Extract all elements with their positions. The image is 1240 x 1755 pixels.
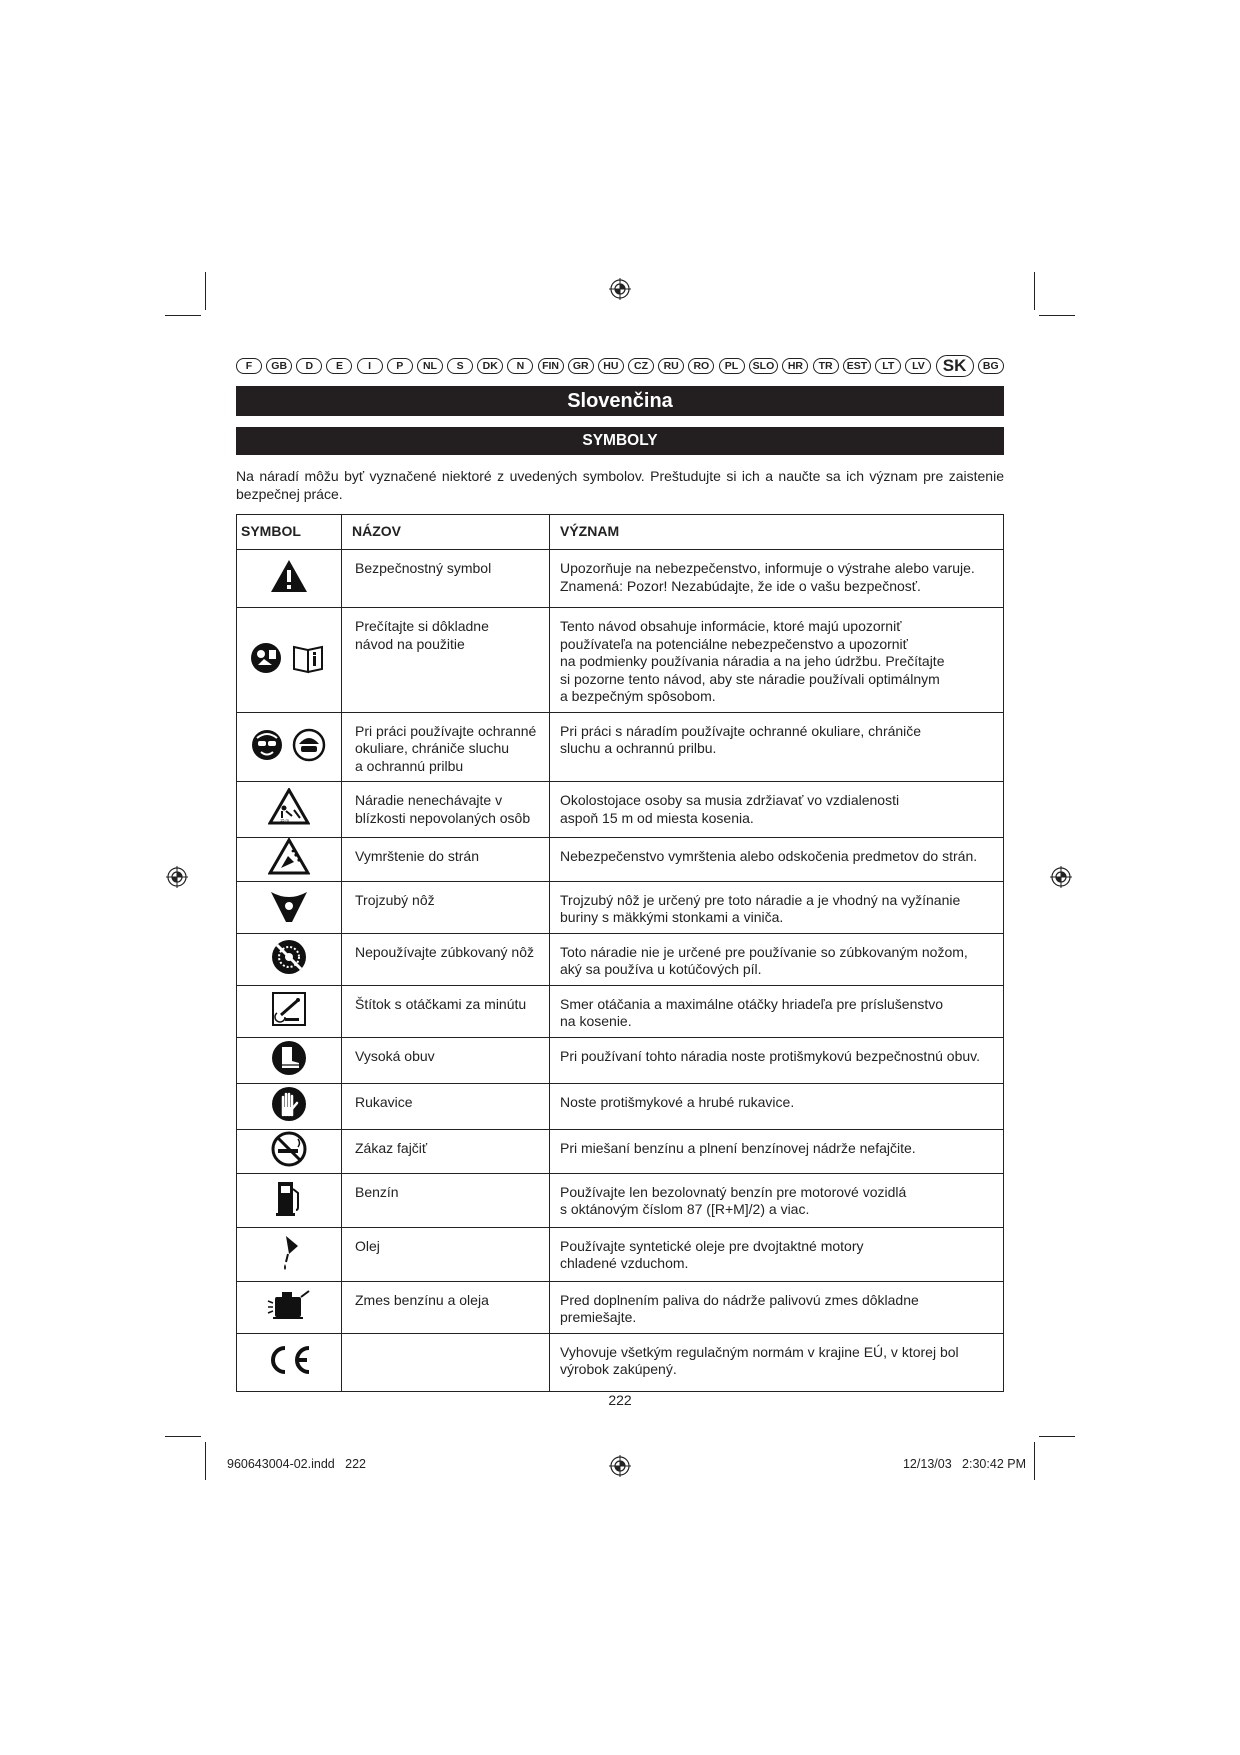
symbol-cell [237,838,342,882]
registration-mark-icon [166,866,188,888]
registration-mark-icon [1050,866,1072,888]
table-row [237,782,1004,838]
symbol-meaning: Pri používaní tohto náradia noste protišmykovú bezpečnostnú obuv. [550,1037,1004,1083]
page-title: Slovenčina [236,386,1004,416]
language-pill-lv: LV [905,358,931,374]
language-pill-p: P [387,358,413,374]
thrown-objects-icon [268,838,310,881]
crop-mark [205,272,206,310]
symbol-meaning: Vyhovuje všetkým regulačným normám v krajine EÚ, v ktorej bol výrobok zakúpený. [550,1333,1004,1391]
footer-timestamp: 12/13/03 2:30:42 PM [902,1457,1026,1471]
symbol-meaning: Okolostojace osoby sa musia zdržiavať vo vzdialenosti aspoň 15 m od miesta kosenia. [550,782,1004,838]
symbol-name: Bezpečnostný symbol [342,550,550,608]
gloves-icon [270,1085,308,1128]
symbol-cell [237,881,342,933]
table-row [237,838,1004,882]
fuel-pump-icon [275,1179,303,1222]
section-title: SYMBOLY [236,427,1004,455]
symbol-meaning: Noste protišmykové a hrubé rukavice. [550,1083,1004,1129]
read-manual-icon [250,641,328,680]
symbol-cell [237,1037,342,1083]
table-row [237,881,1004,933]
crop-mark [1039,1436,1075,1437]
symbol-meaning: Pri miešaní benzínu a plnení benzínovej nádrže nefajčite. [550,1129,1004,1173]
symbol-meaning: Nebezpečenstvo vymrštenia alebo odskočenia predmetov do strán. [550,838,1004,882]
symbol-name: Rukavice [342,1083,550,1129]
symbol-cell [237,1173,342,1227]
language-pill-bg: BG [978,358,1004,374]
symbol-cell [237,1227,342,1281]
symbol-meaning: Trojzubý nôž je určený pre toto náradie a je vhodný na vyžínanie buriny s mäkkými stonkami a viniča. [550,881,1004,933]
language-pill-d: D [296,358,322,374]
language-bar [236,356,1004,376]
language-pill-gr: GR [568,358,594,374]
crop-mark [205,1442,206,1480]
symbol-cell [237,1333,342,1391]
registration-mark-icon [609,278,631,300]
crop-mark [1034,272,1035,310]
symbol-name: Pri práci používajte ochranné okuliare, chrániče sluchu a ochrannú prilbu [342,712,550,782]
intro-paragraph: Na náradí môžu byť vyznačené niektoré z uvedených symbolov. Preštudujte si ich a naučte sa ich význam pre zaistenie bezpečnej práce. [236,468,1004,502]
symbol-cell [237,1281,342,1333]
language-pill-f: F [236,358,262,374]
language-pill-hu: HU [598,358,624,374]
header-symbol: SYMBOL [237,515,342,550]
symbol-name: Trojzubý nôž [342,881,550,933]
language-pill-pl: PL [719,358,745,374]
symbol-meaning: Pri práci s náradím používajte ochranné okuliare, chrániče sluchu a ochrannú prilbu. [550,712,1004,782]
table-row [237,1227,1004,1281]
symbol-name: Zmes benzínu a oleja [342,1281,550,1333]
symbols-table [236,514,1004,1392]
table-header-row [237,515,1004,550]
svg-text:15 m: 15 m [280,817,289,823]
boots-icon [270,1039,308,1082]
symbol-name: Náradie nenechávajte v blízkosti nepovolaných osôb [342,782,550,838]
symbol-name: Nepoužívajte zúbkovaný nôž [342,933,550,985]
table-row [237,1281,1004,1333]
table-row [237,1083,1004,1129]
language-pill-dk: DK [477,358,503,374]
language-pill-tr: TR [813,358,839,374]
language-pill-i: I [357,358,383,374]
symbol-meaning: Tento návod obsahuje informácie, ktoré majú upozorniť používateľa na potenciálne nebezpečenstvo a upozorniť na podmienky používania náradia a na jeho údržbu. Prečítajte si pozorne tento návod, aby ste náradie používali optimálnym a bezpečným spôsobom. [550,608,1004,713]
language-pill-e: E [326,358,352,374]
language-pill-ru: RU [658,358,684,374]
symbol-cell [237,985,342,1037]
page-number: 222 [608,1392,632,1408]
language-pill-nl: NL [417,358,443,374]
table-row [237,1173,1004,1227]
three-tooth-blade-icon [268,886,310,929]
language-pill-slo: SLO [749,358,779,374]
symbol-cell [237,712,342,782]
no-saw-blade-icon [270,938,308,981]
table-row [237,933,1004,985]
symbol-cell [237,933,342,985]
language-pill-lt: LT [875,358,901,374]
crop-mark [165,315,201,316]
crop-mark [165,1436,201,1437]
table-row [237,1037,1004,1083]
symbol-meaning: Upozorňuje na nebezpečenstvo, informuje o výstrahe alebo varuje. Znamená: Pozor! Nezabúdajte, že ide o vašu bezpečnosť. [550,550,1004,608]
language-pill-est: EST [843,358,871,374]
symbol-name: Vymrštenie do strán [342,838,550,882]
rpm-label-icon [271,991,307,1032]
table-row [237,608,1004,713]
language-pill-cz: CZ [628,358,654,374]
language-pill-n: N [507,358,533,374]
table-row [237,712,1004,782]
symbol-meaning: Toto náradie nie je určené pre používanie so zúbkovaným nožom, aký sa používa u kotúčových píl. [550,933,1004,985]
fuel-mix-icon [265,1287,313,1328]
symbol-cell [237,782,342,838]
keep-distance-icon [268,788,310,831]
table-row [237,1129,1004,1173]
symbol-cell [237,1129,342,1173]
symbol-cell [237,608,342,713]
oil-icon [277,1232,301,1277]
table-row [237,1333,1004,1391]
no-smoking-icon [270,1130,308,1173]
symbol-name: Štítok s otáčkami za minútu [342,985,550,1037]
symbol-meaning: Používajte syntetické oleje pre dvojtaktné motory chladené vzduchom. [550,1227,1004,1281]
language-pill-ro: RO [688,358,714,374]
symbol-name: Benzín [342,1173,550,1227]
table-row [237,550,1004,608]
registration-mark-icon [609,1455,631,1477]
symbol-name: Vysoká obuv [342,1037,550,1083]
language-pill-sk: SK [936,355,974,377]
symbol-cell [237,1083,342,1129]
language-pill-s: S [447,358,473,374]
symbol-name [342,1333,550,1391]
symbol-meaning: Pred doplnením paliva do nádrže palivovú zmes dôkladne premiešajte. [550,1281,1004,1333]
ce-mark-icon [263,1342,315,1383]
crop-mark [1034,1442,1035,1480]
protective-gear-icon [249,728,329,767]
symbol-meaning: Používajte len bezolovnatý benzín pre motorové vozidlá s oktánovým číslom 87 ([R+M]/2) a viac. [550,1173,1004,1227]
language-pill-gb: GB [266,358,292,374]
warning-triangle-icon [269,558,309,599]
language-pill-hr: HR [782,358,808,374]
crop-mark [1039,315,1075,316]
footer-file: 960643004-02.indd 222 [227,1457,367,1471]
symbol-name: Zákaz fajčiť [342,1129,550,1173]
symbol-meaning: Smer otáčania a maximálne otáčky hriadeľa pre príslušenstvo na kosenie. [550,985,1004,1037]
symbol-name: Olej [342,1227,550,1281]
header-name: NÁZOV [342,515,550,550]
symbol-name: Prečítajte si dôkladne návod na použitie [342,608,550,713]
header-meaning: VÝZNAM [550,515,1004,550]
table-row [237,985,1004,1037]
language-pill-fin: FIN [538,358,564,374]
symbol-cell [237,550,342,608]
